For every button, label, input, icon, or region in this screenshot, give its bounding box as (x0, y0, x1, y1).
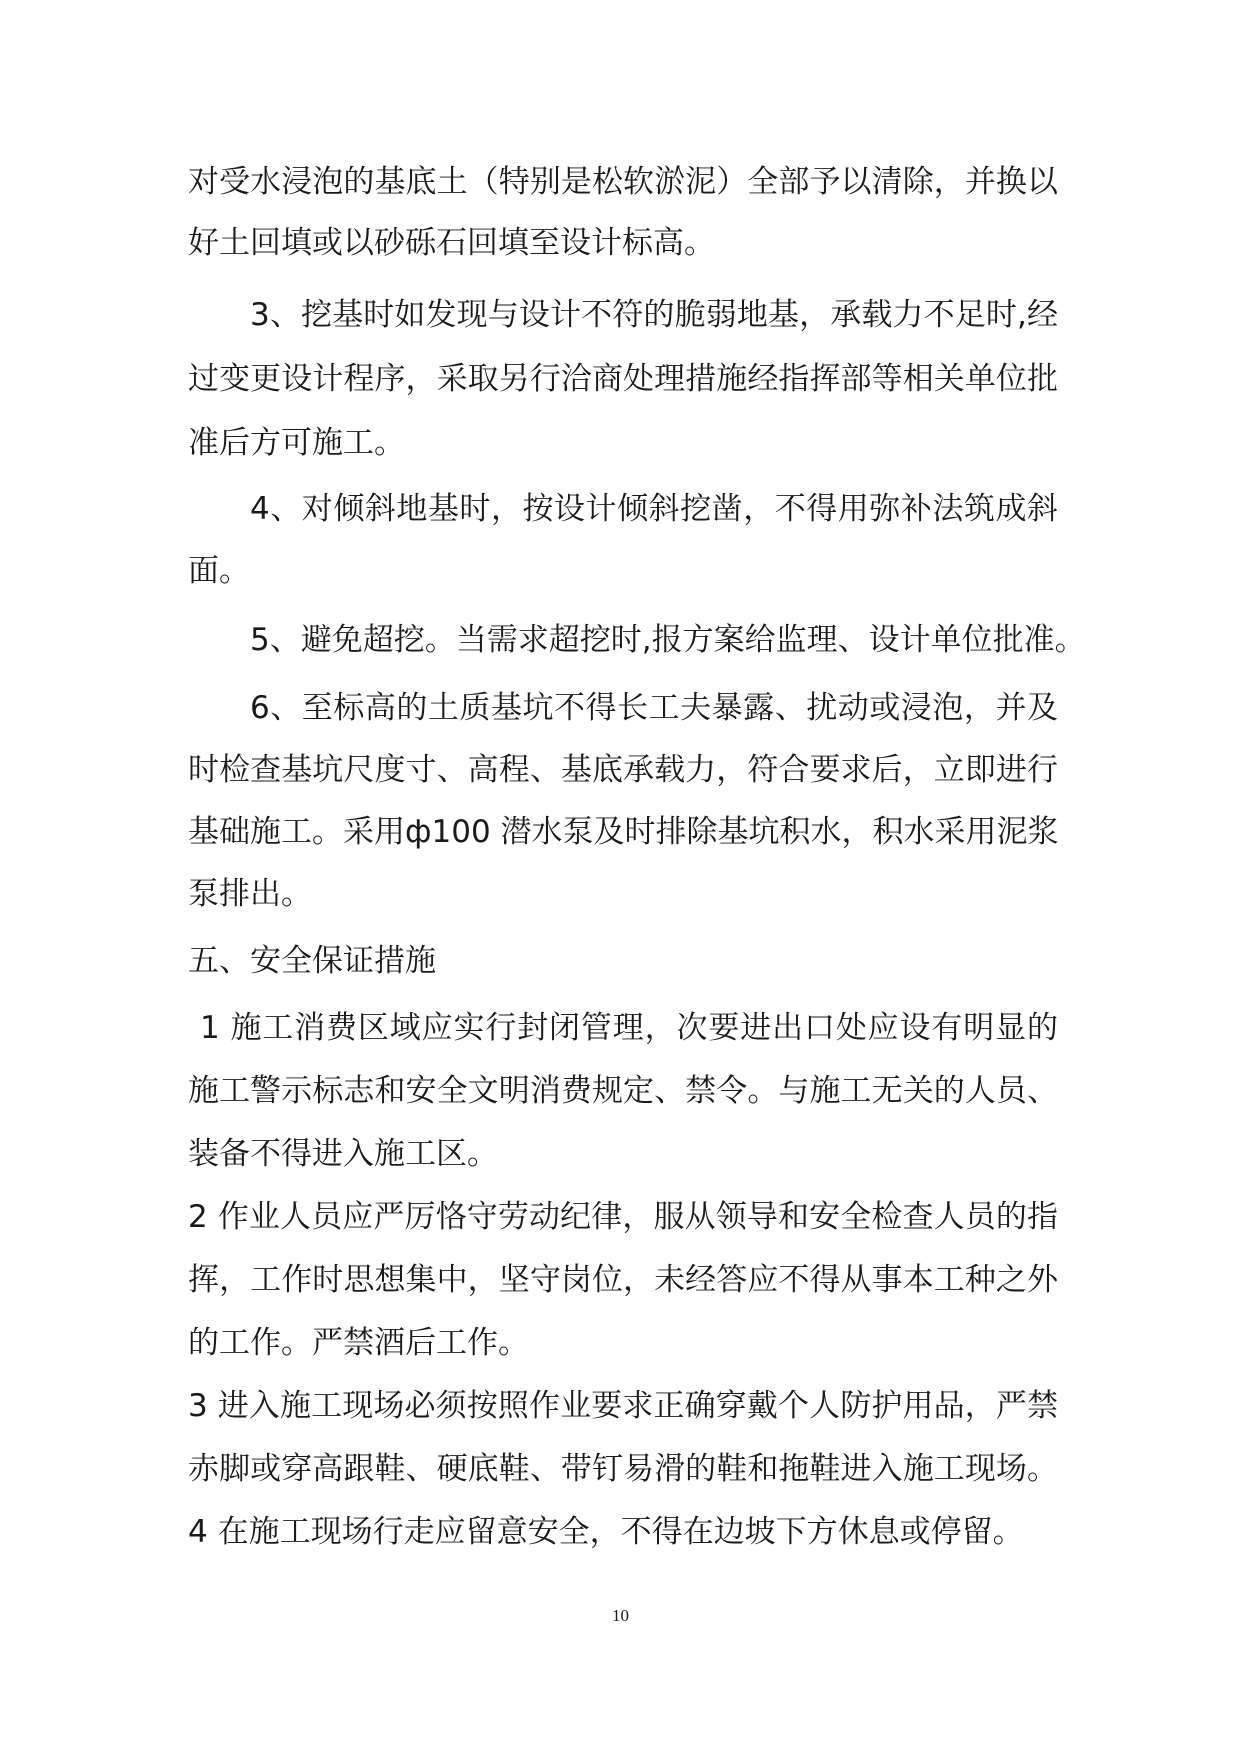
text-line: 过变更设计程序，采取另行洽商处理措施经指挥部等相关单位批 (188, 361, 1058, 397)
text-line: 1 施工消费区域应实行封闭管理，次要进出口处应设有明显的 (200, 1010, 1058, 1046)
text-line: 好土回填或以砂砾石回填至设计标高。 (188, 225, 715, 261)
text-line: 的工作。严禁酒后工作。 (188, 1325, 529, 1361)
text-line: 4 在施工现场行走应留意安全，不得在边坡下方休息或停留。 (188, 1514, 1024, 1550)
text-line: 挥，工作时思想集中，坚守岗位，未经答应不得从事本工种之外 (188, 1262, 1058, 1298)
text-line: 3、挖基时如发现与设计不符的脆弱地基，承载力不足时,经 (250, 297, 1058, 333)
text-line: 施工警示标志和安全文明消费规定、禁令。与施工无关的人员、 (188, 1073, 1058, 1109)
text-line: 5、避免超挖。当需求超挖时,报方案给监理、设计单位批准。 (250, 622, 1086, 658)
text-line: 面。 (188, 553, 250, 589)
section-heading: 五、安全保证措施 (188, 943, 436, 979)
text-line: 6、至标高的土质基坑不得长工夫暴露、扰动或浸泡，并及 (250, 690, 1058, 726)
text-line: 2 作业人员应严厉恪守劳动纪律，服从领导和安全检查人员的指 (188, 1199, 1058, 1235)
text-line: 泵排出。 (188, 876, 312, 912)
text-line: 3 进入施工现场必须按照作业要求正确穿戴个人防护用品，严禁 (188, 1388, 1058, 1424)
text-line: 准后方可施工。 (188, 425, 405, 461)
text-line: 4、对倾斜地基时，按设计倾斜挖凿，不得用弥补法筑成斜 (250, 491, 1058, 527)
text-line: 装备不得进入施工区。 (188, 1136, 498, 1172)
page-number: 10 (612, 1606, 629, 1625)
text-line: 基础施工。采用ф100 潜水泵及时排除基坑积水，积水采用泥浆 (188, 814, 1059, 850)
text-line: 对受水浸泡的基底土（特别是松软淤泥）全部予以清除，并换以 (188, 164, 1058, 200)
text-line: 时检查基坑尺度寸、高程、基底承载力，符合要求后，立即进行 (188, 752, 1058, 788)
text-line: 赤脚或穿高跟鞋、硬底鞋、带钉易滑的鞋和拖鞋进入施工现场。 (188, 1451, 1058, 1487)
